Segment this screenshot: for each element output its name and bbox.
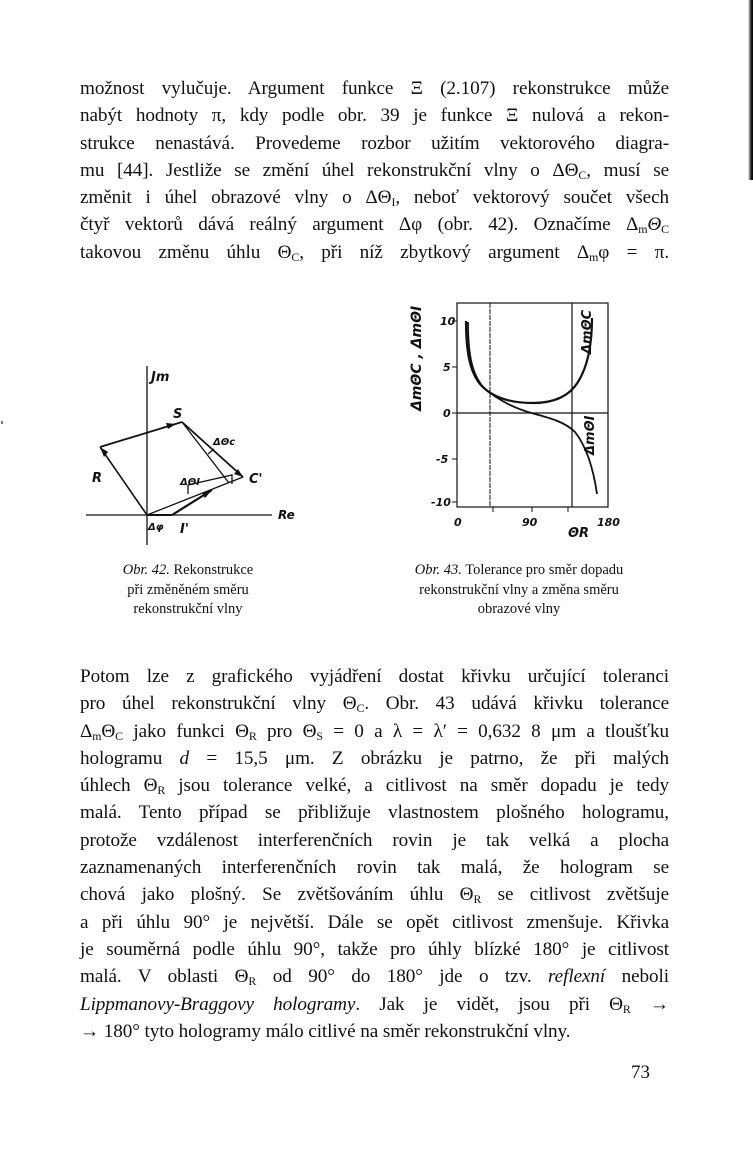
subscript: C (356, 701, 365, 716)
figure-42-caption (78, 561, 298, 620)
variable-d: d (179, 747, 190, 769)
caption-line (370, 561, 668, 581)
subscript: C (291, 249, 300, 264)
caption-line: při změněném směru (127, 581, 249, 598)
subscript: R (248, 728, 257, 743)
text-segment: , neboť vektorový součet všech (395, 187, 669, 209)
curve-label-delta-theta-i: ΔmΘI (583, 415, 598, 455)
text-segment: Θ (101, 720, 116, 742)
text-segment: jako funkci Θ (123, 720, 249, 742)
text-line: strukce nenastává. Provedeme rozbor užitím vektorového diagra- (80, 132, 669, 154)
subscript: C (661, 222, 669, 237)
caption-line: rekonstrukční vlny (133, 601, 243, 617)
caption-line: rekonstrukční vlny a změna směru (419, 581, 619, 598)
x-tick-label: 180 (597, 516, 620, 529)
caption-line (78, 561, 298, 581)
caption-text: Rekonstrukce (173, 562, 254, 578)
page-number: 73 (631, 1062, 650, 1083)
subscript: S (316, 728, 323, 743)
text-segment: pro Θ (256, 720, 317, 742)
text-segment: = 0 a λ = λ′ = 0,632 8 μm a tloušťku (322, 720, 670, 742)
subscript: I (391, 195, 396, 210)
figure-label: Obr. 43. (414, 562, 462, 578)
text-line: Potom lze z grafického vyjádření dostat křivku určující toleranci (80, 666, 669, 687)
italic-term: Lippmanovy-Braggovy hologramy (80, 993, 356, 1015)
curve-delta-theta-c (466, 318, 592, 403)
text-segment: změnit i úhel obrazové vlny o ΔΘ (80, 187, 392, 209)
text-segment: takovou změnu úhlu Θ (80, 241, 292, 263)
y-tick-label: 0 (443, 407, 451, 420)
subscript: m (638, 222, 648, 237)
label-s: S (173, 407, 183, 422)
figure-43-chart (0, 0, 753, 560)
text-segment: → (630, 993, 669, 1015)
text-line (80, 690, 669, 717)
curve-label-delta-theta-c: ΔmΘC (580, 309, 595, 354)
text-segment: jsou tolerance velké, a citlivost na směr dopadu je tedy (165, 775, 669, 797)
text-segment: = 15,5 μm. Z obrázku je patrno, že při malých (189, 747, 669, 769)
text-line: → 180° tyto hologramy málo citlivé na směr rekonstrukční vlny. (80, 1020, 571, 1042)
text-line: možnost vylučuje. Argument funkce Ξ (2.107) rekonstrukce může (80, 78, 669, 99)
label-c-prime: C' (249, 472, 263, 487)
text-segment: . Obr. 43 udává křivku tolerance (364, 693, 669, 715)
x-axis-label: ΘR (568, 526, 590, 541)
text-line (80, 772, 669, 799)
text-line (80, 745, 669, 772)
text-line: je souměrná podle úhlu 90°, takže pro úhly blízké 180° je citlivost (80, 938, 669, 960)
label-r: R (92, 471, 103, 486)
label-re: Re (278, 508, 295, 522)
subscript: R (622, 1001, 631, 1016)
text-segment: úhlech Θ (80, 775, 158, 797)
text-segment: malá. V oblasti Θ (80, 966, 249, 988)
text-line (80, 991, 669, 1018)
caption-line: obrazové vlny (477, 601, 561, 617)
text-segment: chová jako plošný. Se zvětšováním úhlu Θ (80, 884, 474, 906)
text-segment: , musí se (586, 159, 669, 181)
figure-label: Obr. 42. (122, 562, 170, 578)
theta-symbol: Θ (647, 214, 662, 236)
subscript: R (248, 974, 257, 989)
x-tick-label: 90 (522, 516, 538, 529)
text-segment: hologramu (80, 747, 180, 769)
subscript: m (589, 249, 599, 264)
text-line (80, 963, 669, 990)
text-segment: neboli (605, 966, 669, 988)
subscript: m (92, 728, 102, 743)
label-delta-phi: Δφ (148, 522, 164, 533)
italic-term: reflexní (548, 966, 606, 988)
subscript: C (115, 728, 124, 743)
text-segment: se citlivost zvětšuje (481, 884, 669, 906)
text-line: a při úhlu 90° je největší. Dále se opět citlivost zmenšuje. Křivka (80, 911, 669, 933)
y-tick-label: 10 (440, 315, 456, 328)
label-i-prime: I' (180, 522, 189, 537)
y-tick-label: -5 (436, 453, 449, 466)
text-segment: , při níž zbytkový argument Δ (299, 241, 590, 263)
text-segment: mu [44]. Jestliže se změní úhel rekonstrukční vlny o ΔΘ (80, 159, 579, 181)
label-delta-theta-c: ΔΘc (213, 437, 236, 448)
label-delta-theta-i: ΔΘI (180, 477, 200, 488)
text-segment: pro úhel rekonstrukční vlny Θ (80, 693, 357, 715)
paragraph-bottom (80, 663, 669, 1045)
text-line (80, 881, 669, 908)
x-tick-label: 0 (454, 516, 462, 529)
subscript: C (578, 167, 587, 182)
text-segment: Δ (80, 720, 93, 742)
caption-text: Tolerance pro směr dopadu (465, 562, 624, 578)
curve-delta-theta-i (468, 322, 597, 494)
subscript: R (473, 892, 482, 907)
text-line: malá. Tento případ se přibližuje vlastnostem plošného hologramu, (80, 802, 669, 824)
subscript: R (157, 783, 166, 798)
text-segment: od 90° do 180° jde o tzv. (256, 966, 549, 988)
y-tick-label: -10 (431, 496, 451, 509)
text-segment: čtyř vektorů dává reálný argument Δφ (obr. 42). Označíme Δ (80, 214, 639, 236)
text-line: nabýt hodnoty π, kdy podle obr. 39 je funkce Ξ nulová a rekon- (80, 105, 669, 127)
text-line: protože vzdálenost interferenčních rovin je tak velká a plocha (80, 829, 669, 851)
text-segment: . Jak je vidět, jsou při Θ (355, 993, 623, 1015)
text-line (80, 718, 669, 745)
text-segment: φ = π. (598, 241, 670, 263)
text-line: zaznamenaných interferenčních rovin tak malá, že hologram se (80, 857, 669, 879)
y-axis-label: ΔmΘC , ΔmΘI (409, 305, 425, 411)
label-jm: Jm (151, 370, 170, 385)
figure-43-caption (370, 561, 668, 620)
y-tick-label: 5 (443, 361, 451, 374)
